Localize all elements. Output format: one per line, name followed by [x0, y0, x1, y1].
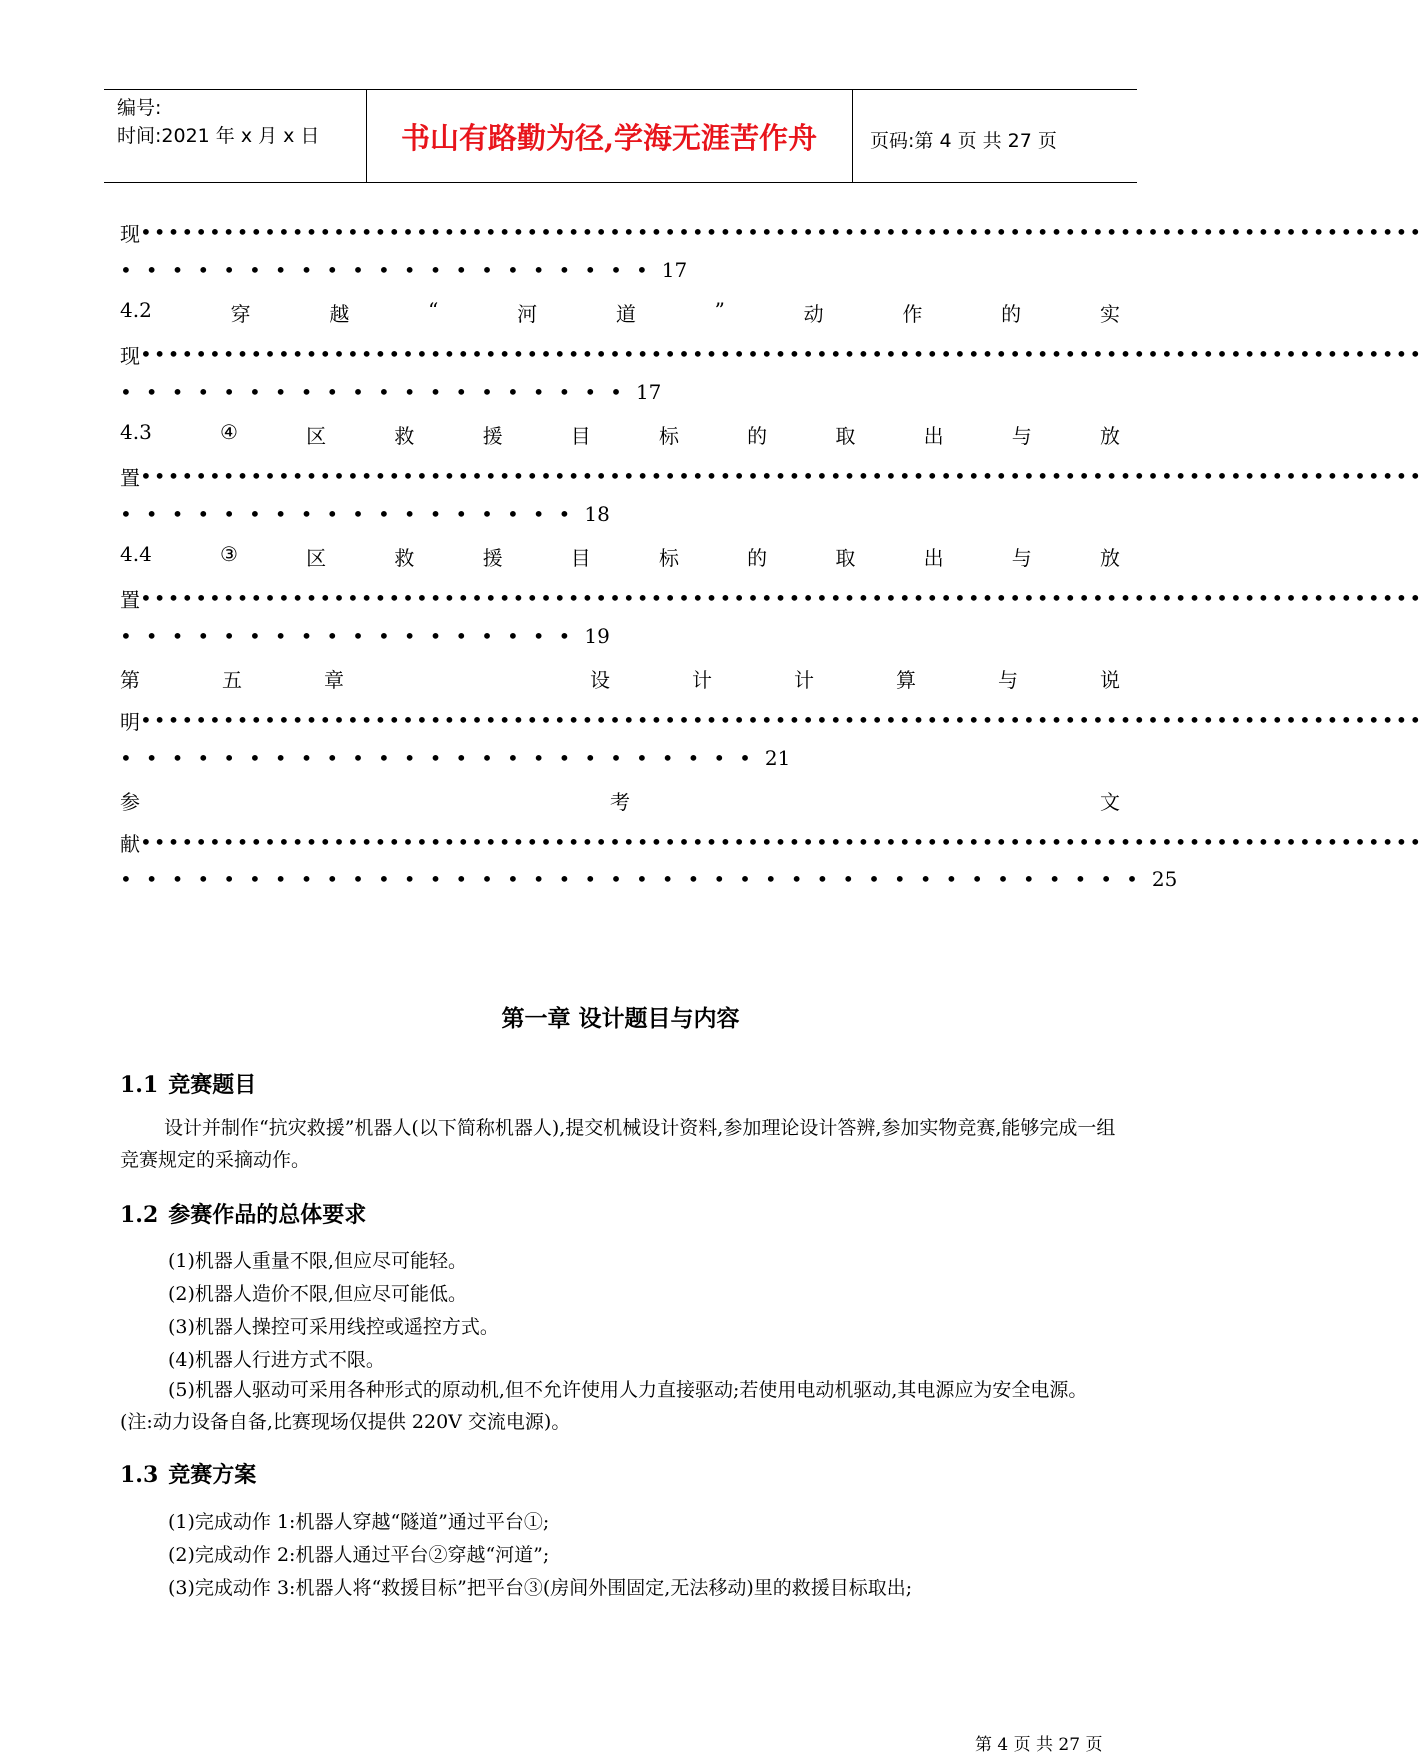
toc-char: ④	[220, 420, 238, 444]
toc-char: 明	[120, 709, 140, 734]
toc-char: 放	[1099, 546, 1120, 570]
toc-char: 设	[590, 668, 610, 692]
toc-line	[120, 339, 1423, 369]
toc-char: 4.2	[120, 298, 152, 322]
toc-entry-references	[120, 786, 1120, 816]
section-1-1-paragraph: 设计并制作“抗灾救援”机器人(以下简称机器人),提交机械设计资料,参加理论设计答辨,参加实物竞赛,能够完成一组竞赛规定的采摘动作。	[120, 1117, 1116, 1171]
toc-leader-dots: •••••••••••••••••••••	[120, 258, 662, 282]
toc-leader-dots: •••••••••••••••••••••••••	[120, 746, 765, 770]
header-divider-left	[366, 89, 367, 182]
toc-char: 的	[747, 424, 768, 448]
toc-line	[120, 746, 1120, 776]
toc-char: 区	[306, 546, 327, 570]
toc-line	[120, 583, 1423, 613]
toc-char: 出	[923, 546, 944, 570]
toc-char: 取	[835, 546, 856, 570]
toc-char: ③	[220, 542, 238, 566]
page-footer: 第 4 页 共 27 页	[975, 1735, 1103, 1755]
toc-leader-dots: •••••••••••••••••••••••••••••••••••••••••••••••••••••••••••••••••••••••••••••••••••••••••••••	[140, 708, 1423, 732]
toc-leader-dots: ••••••••••••••••••	[120, 624, 585, 648]
toc-char: 援	[482, 546, 503, 570]
toc-char: 实	[1099, 302, 1120, 326]
toc-char: 救	[394, 424, 415, 448]
list-item: (5)机器人驱动可采用各种形式的原动机,但不允许使用人力直接驱动;若使用电动机驱动,其电源应为安全电源。(注:动力设备自备,比赛现场仅提供 220V 交流电源)。	[120, 1379, 1088, 1433]
toc-page-number: 18	[584, 502, 610, 526]
toc-char: 穿	[230, 302, 251, 326]
toc-char: 算	[896, 668, 916, 692]
header-number-label: 编号:	[117, 97, 162, 119]
toc-char: 现	[120, 221, 140, 246]
toc-char: 4.3	[120, 420, 152, 444]
toc-page-number: 21	[764, 746, 791, 770]
toc-char: 救	[394, 546, 415, 570]
header-bottom-rule	[104, 182, 1137, 183]
section-heading-1-3	[120, 1458, 256, 1489]
section-number: 1.2	[120, 1202, 159, 1228]
toc-leader-dots: ••••••••••••••••••••	[120, 380, 636, 404]
toc-char: 目	[570, 546, 591, 570]
toc-page-number: 17	[661, 258, 688, 282]
list-item: (1)机器人重量不限,但应尽可能轻。	[168, 1250, 467, 1272]
toc-entry-4-2	[120, 298, 1120, 328]
toc-char: 4.4	[120, 542, 152, 566]
list-item: (2)机器人造价不限,但应尽可能低。	[168, 1283, 467, 1305]
toc-char: 献	[120, 831, 140, 856]
toc-entry-4-3	[120, 420, 1120, 450]
toc-line	[120, 705, 1423, 735]
toc-char: 河	[517, 302, 538, 326]
toc-char: 越	[329, 302, 350, 326]
list-item: (3)机器人操控可采用线控或遥控方式。	[168, 1316, 499, 1338]
toc-page-number: 25	[1151, 867, 1178, 891]
toc-char: 章	[324, 668, 344, 692]
toc-line	[120, 258, 1120, 288]
header-time-label: 时间:2021 年 x 月 x 日	[117, 125, 320, 147]
toc-entry-4-4	[120, 542, 1120, 572]
toc-char: 第	[120, 668, 140, 692]
section-number: 1.3	[120, 1462, 159, 1488]
section-title: 竞赛方案	[168, 1463, 257, 1488]
list-item: (4)机器人行进方式不限。	[168, 1349, 385, 1371]
toc-char: 计	[692, 668, 712, 692]
header-top-rule	[104, 89, 1137, 90]
toc-char: 目	[570, 424, 591, 448]
section-title: 参赛作品的总体要求	[168, 1203, 367, 1228]
toc-char: 文	[1100, 790, 1120, 814]
header-page-label: 页码:第 4 页 共 27 页	[870, 130, 1057, 152]
toc-char: 动	[803, 302, 824, 326]
toc-leader-dots: •••••••••••••••••••••••••••••••••••••••••••••••••••••••••••••••••••••••••••••••••••••••••••••	[140, 220, 1423, 244]
toc-line	[120, 827, 1423, 857]
toc-char: “	[428, 298, 439, 322]
toc-leader-dots: •••••••••••••••••••••••••••••••••••••••••••••••••••••••••••••••••••••••••••••••••••••••••••••	[140, 342, 1423, 366]
toc-char: 援	[482, 424, 503, 448]
toc-char: 区	[306, 424, 327, 448]
toc-line	[120, 380, 1120, 410]
toc-char: 考	[610, 790, 630, 814]
toc-char: 的	[1001, 302, 1022, 326]
list-item: (1)完成动作 1:机器人穿越“隧道”通过平台①;	[168, 1511, 550, 1533]
toc-char: 置	[120, 587, 140, 612]
toc-char: ”	[714, 298, 725, 322]
toc-leader-dots: •••••••••••••••••••••••••••••••••••••••••••••••••••••••••••••••••••••••••••••••••••••••••••••	[140, 830, 1423, 854]
toc-char: 与	[998, 668, 1018, 692]
toc-leader-dots: •••••••••••••••••••••••••••••••••••••••••••••••••••••••••••••••••••••••••••••••••••••••••••••	[140, 464, 1423, 488]
toc-line	[120, 502, 1120, 532]
toc-char: 现	[120, 343, 140, 368]
toc-entry-chapter-5	[120, 664, 1120, 694]
chapter-title: 第一章 设计题目与内容	[501, 1006, 740, 1032]
section-heading-1-2	[120, 1198, 366, 1229]
toc-page-number: 19	[584, 624, 610, 648]
toc-line	[120, 867, 1178, 897]
toc-page-number: 17	[635, 380, 662, 404]
toc-char: 与	[1011, 546, 1032, 570]
section-title: 竞赛题目	[168, 1073, 257, 1098]
toc-char: 说	[1100, 668, 1120, 692]
toc-line	[120, 217, 1423, 247]
section-number: 1.1	[120, 1072, 159, 1098]
toc-char: 放	[1099, 424, 1120, 448]
toc-leader-dots: ••••••••••••••••••••••••••••••••••••••••	[120, 867, 1152, 891]
toc-char: 参	[120, 790, 140, 814]
header-motto: 书山有路勤为径,学海无涯苦作舟	[400, 121, 818, 155]
list-item: (2)完成动作 2:机器人通过平台②穿越“河道”;	[168, 1544, 550, 1566]
toc-char: 计	[794, 668, 814, 692]
list-item: (3)完成动作 3:机器人将“救援目标”把平台③(房间外围固定,无法移动)里的救援目标取出;	[168, 1577, 913, 1599]
toc-char: 标	[658, 546, 679, 570]
toc-char: 的	[747, 546, 768, 570]
toc-char: 取	[835, 424, 856, 448]
section-heading-1-1	[120, 1068, 256, 1099]
toc-char: 标	[658, 424, 679, 448]
toc-line	[120, 624, 1120, 654]
toc-leader-dots: ••••••••••••••••••	[120, 502, 585, 526]
toc-line	[120, 461, 1423, 491]
toc-char: 作	[902, 302, 923, 326]
header-divider-right	[852, 89, 853, 182]
toc-char: 道	[615, 302, 636, 326]
toc-char: 五	[222, 668, 242, 692]
toc-char: 出	[923, 424, 944, 448]
toc-char: 置	[120, 465, 140, 490]
toc-char: 与	[1011, 424, 1032, 448]
toc-leader-dots: •••••••••••••••••••••••••••••••••••••••••••••••••••••••••••••••••••••••••••••••••••••••••••••	[140, 586, 1423, 610]
